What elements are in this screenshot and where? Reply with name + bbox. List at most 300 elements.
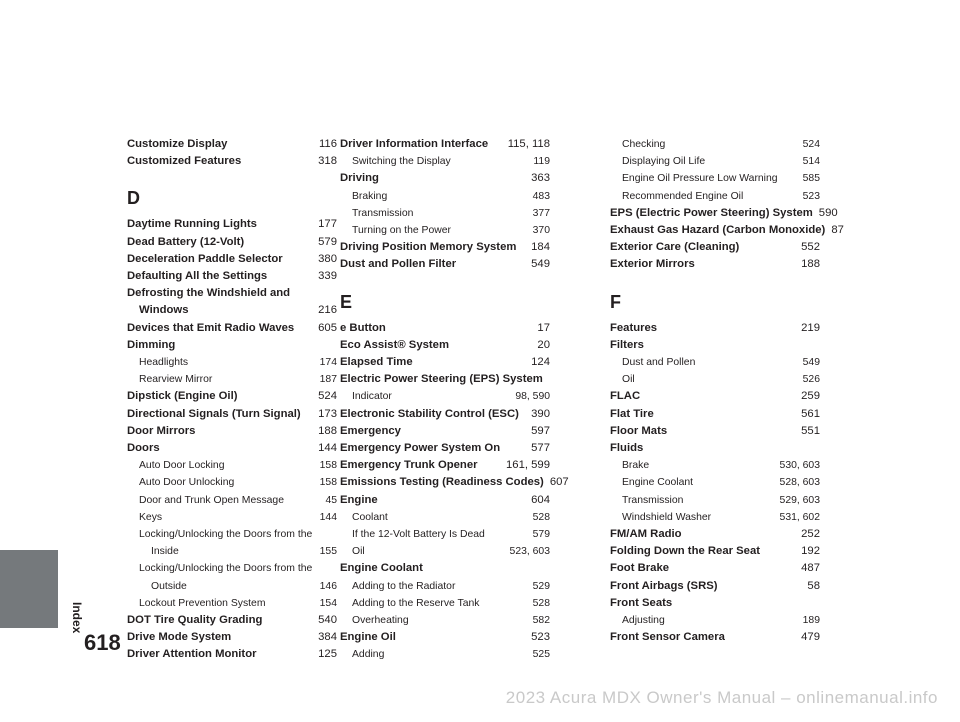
entry-term: Overheating	[352, 615, 409, 627]
index-entry[interactable]	[340, 595, 550, 612]
entry-page-ref[interactable]: 154	[319, 597, 337, 609]
dot-leader	[668, 138, 799, 148]
entry-page-ref[interactable]: 390	[531, 407, 550, 420]
dot-leader	[670, 425, 798, 435]
entry-page-ref[interactable]: 20	[537, 338, 550, 351]
entry-term: Front Seats	[610, 596, 673, 609]
index-entry[interactable]	[340, 371, 550, 388]
entry-term: Door Mirrors	[127, 424, 196, 437]
index-entry[interactable]	[610, 578, 820, 595]
index-side-tab	[0, 550, 58, 628]
entry-page-ref[interactable]: 561	[801, 407, 820, 420]
entry-page-ref[interactable]: 116	[318, 138, 337, 150]
dot-leader	[382, 172, 528, 182]
index-entry[interactable]	[610, 354, 820, 371]
entry-term: Daytime Running Lights	[127, 218, 257, 231]
entry-term: DOT Tire Quality Grading	[127, 614, 263, 627]
index-entry[interactable]	[127, 560, 337, 577]
dot-leader	[763, 545, 798, 555]
dot-leader	[191, 356, 317, 366]
entry-page-ref[interactable]: 124	[531, 356, 550, 369]
entry-term: Indicator	[352, 391, 392, 403]
entry-term: Customize Display	[127, 138, 228, 150]
entry-page-ref[interactable]: 115, 118	[507, 138, 550, 150]
entry-term: Checking	[622, 139, 666, 150]
entry-page-ref[interactable]: 377	[532, 207, 550, 219]
entry-page-ref[interactable]: 523, 603	[509, 546, 550, 558]
entry-term: Turning on the Power	[352, 225, 451, 237]
entry-page-ref[interactable]: 514	[802, 156, 820, 168]
index-entry[interactable]	[127, 153, 337, 170]
entry-page-ref[interactable]: 187	[319, 374, 337, 386]
entry-term: Eco Assist® System	[340, 338, 449, 351]
entry-term: Recommended Engine Oil	[622, 190, 744, 202]
entry-page-ref[interactable]: 174	[319, 357, 337, 369]
entry-page-ref[interactable]: 384	[318, 631, 337, 644]
dot-leader	[368, 545, 507, 555]
entry-term: Elapsed Time	[340, 356, 413, 369]
index-entry[interactable]	[610, 337, 820, 354]
index-entry[interactable]	[340, 205, 550, 222]
dot-leader	[268, 597, 316, 607]
entry-page-ref[interactable]: 155	[319, 546, 337, 558]
entry-term: Defrosting the Windshield and	[127, 287, 291, 300]
index-entry[interactable]	[610, 153, 820, 170]
index-entry[interactable]	[610, 423, 820, 440]
entry-page-ref[interactable]: 483	[532, 190, 550, 202]
entry-page-ref[interactable]: 549	[802, 357, 820, 369]
entry-page-ref[interactable]: 318	[318, 155, 337, 168]
entry-page-ref[interactable]: 540	[318, 614, 337, 627]
dot-leader	[260, 648, 316, 658]
index-entry[interactable]	[610, 388, 820, 405]
entry-term: Defaulting All the Settings	[127, 270, 268, 283]
entry-page-ref[interactable]: 526	[802, 374, 820, 386]
entry-page-ref[interactable]: 119	[533, 156, 550, 168]
index-entry[interactable]	[340, 388, 550, 405]
index-entry[interactable]	[127, 543, 337, 560]
entry-page-ref[interactable]: 479	[801, 631, 820, 644]
index-entry[interactable]	[610, 239, 820, 256]
entry-term: Dust and Pollen	[622, 357, 696, 369]
index-entry[interactable]	[340, 440, 550, 457]
index-entry[interactable]	[340, 612, 550, 629]
index-entry[interactable]	[340, 646, 550, 663]
entry-page-ref[interactable]: 380	[318, 252, 337, 265]
index-entry[interactable]	[127, 388, 337, 405]
index-entry[interactable]	[610, 371, 820, 388]
entry-page-ref[interactable]: 524	[318, 390, 337, 403]
index-entry[interactable]	[340, 629, 550, 646]
entry-page-ref[interactable]: 189	[802, 615, 820, 627]
entry-page-ref[interactable]: 216	[318, 304, 337, 317]
index-entry[interactable]	[340, 526, 550, 543]
index-entry[interactable]	[610, 612, 820, 629]
dot-leader	[416, 356, 529, 366]
index-entry[interactable]	[127, 371, 337, 388]
entry-term: Emergency	[340, 424, 401, 437]
dot-leader	[230, 138, 316, 148]
dot-leader	[459, 258, 528, 268]
entry-page-ref[interactable]: 523	[802, 190, 820, 202]
entry-term: Adding to the Reserve Tank	[352, 597, 480, 609]
index-entry[interactable]	[610, 440, 820, 457]
index-entry[interactable]	[127, 474, 337, 491]
entry-term: Displaying Oil Life	[622, 156, 706, 168]
entry-term: Fluids	[610, 442, 644, 455]
index-entry[interactable]	[127, 136, 337, 153]
dot-leader	[652, 459, 776, 469]
dot-leader	[503, 442, 528, 452]
entry-page-ref[interactable]: 531, 602	[779, 511, 820, 523]
entry-term: Drive Mode System	[127, 631, 232, 644]
entry-term: Transmission	[622, 494, 684, 506]
entry-term: Electric Power Steering (EPS) System	[340, 373, 543, 386]
entry-term: Adjusting	[622, 615, 665, 627]
index-entry[interactable]	[127, 216, 337, 233]
index-entry[interactable]	[340, 578, 550, 595]
index-entry[interactable]	[127, 406, 337, 423]
entry-page-ref[interactable]: 125	[318, 648, 337, 661]
page-number: 618	[84, 630, 121, 655]
entry-term: Rearview Mirror	[139, 374, 213, 386]
index-entry[interactable]	[340, 457, 550, 474]
entry-term: Locking/Unlocking the Doors from the	[139, 563, 313, 575]
dot-leader	[746, 190, 799, 200]
index-entry[interactable]	[340, 239, 550, 256]
dot-leader	[742, 241, 798, 251]
entry-page-ref[interactable]: 523	[531, 631, 550, 644]
index-entry[interactable]	[610, 509, 820, 526]
entry-page-ref[interactable]: 252	[801, 528, 820, 541]
index-entry[interactable]	[610, 205, 838, 222]
dot-leader	[412, 614, 530, 624]
entry-page-ref[interactable]: 530, 603	[779, 460, 820, 472]
dot-leader	[191, 304, 315, 314]
entry-page-ref[interactable]: 528	[532, 597, 550, 609]
dot-leader	[519, 241, 528, 251]
index-entry[interactable]	[127, 251, 337, 268]
entry-page-ref[interactable]: 173	[318, 407, 337, 420]
entry-page-ref[interactable]: 144	[319, 511, 337, 523]
index-entry[interactable]	[610, 222, 844, 239]
entry-term: Door and Trunk Open Message	[139, 494, 284, 506]
entry-page-ref[interactable]: 528	[532, 511, 550, 523]
entry-term: Adding to the Radiator	[352, 580, 456, 592]
entry-term: e Button	[340, 321, 386, 334]
entry-page-ref[interactable]: 525	[532, 649, 550, 661]
index-entry[interactable]	[340, 188, 550, 205]
index-entry[interactable]	[610, 136, 820, 153]
dot-leader	[286, 253, 315, 263]
dot-leader	[685, 528, 799, 538]
index-entry[interactable]	[610, 543, 820, 560]
index-entry[interactable]	[127, 457, 337, 474]
entry-term: Flat Tire	[610, 407, 654, 420]
entry-term: Emergency Power System On	[340, 442, 501, 455]
entry-term: Front Airbags (SRS)	[610, 579, 718, 592]
entry-term: Deceleration Paddle Selector	[127, 252, 283, 265]
dot-leader	[227, 459, 316, 469]
entry-term: Features	[610, 321, 658, 334]
entry-term: Electronic Stability Control (ESC)	[340, 407, 519, 420]
index-entry[interactable]	[610, 256, 820, 273]
dot-leader	[389, 322, 535, 332]
dot-leader	[387, 648, 529, 658]
dot-leader	[265, 614, 315, 624]
dot-leader	[643, 390, 798, 400]
entry-page-ref[interactable]: 604	[531, 493, 550, 506]
dot-leader	[638, 373, 800, 383]
index-column-3	[610, 136, 844, 646]
entry-page-ref[interactable]: 607	[549, 476, 569, 489]
index-entry[interactable]	[340, 256, 550, 273]
entry-page-ref[interactable]: 579	[318, 235, 337, 248]
entry-page-ref[interactable]: 529, 603	[779, 494, 820, 506]
entry-term: Windows	[139, 304, 189, 317]
entry-term: Doors	[127, 442, 160, 455]
entry-term: Auto Door Locking	[139, 460, 225, 472]
index-entry[interactable]	[610, 320, 820, 337]
entry-page-ref[interactable]: 192	[801, 545, 820, 558]
entry-page-ref[interactable]: 585	[802, 173, 820, 185]
entry-term: If the 12-Volt Battery Is Dead	[352, 529, 485, 541]
entry-term: Dead Battery (12-Volt)	[127, 235, 245, 248]
entry-page-ref[interactable]: 219	[801, 321, 820, 334]
index-entry[interactable]	[127, 612, 337, 629]
dot-leader	[399, 631, 528, 641]
entry-page-ref[interactable]: 487	[801, 562, 820, 575]
dot-leader	[190, 580, 317, 590]
dot-leader	[728, 631, 798, 641]
index-entry[interactable]	[127, 526, 337, 543]
entry-page-ref[interactable]: 579	[532, 529, 550, 541]
index-entry[interactable]	[610, 595, 820, 612]
dot-leader	[390, 190, 529, 200]
entry-page-ref[interactable]: 188	[318, 424, 337, 437]
entry-page-ref[interactable]: 577	[531, 442, 550, 455]
entry-term: Auto Door Unlocking	[139, 477, 235, 489]
entry-page-ref[interactable]: 98, 590	[515, 391, 550, 403]
entry-term: Folding Down the Rear Seat	[610, 545, 761, 558]
section-letter: E	[340, 291, 353, 312]
index-entry[interactable]	[340, 406, 550, 423]
index-entry[interactable]	[127, 320, 337, 337]
dot-leader	[270, 270, 315, 280]
entry-term: EPS (Electric Power Steering) System	[610, 206, 813, 219]
dot-leader	[240, 390, 315, 400]
entry-term: Driving	[340, 172, 379, 185]
entry-term: Dust and Pollen Filter	[340, 258, 457, 271]
dot-leader	[381, 494, 528, 504]
dot-leader	[237, 476, 316, 486]
index-entry[interactable]	[127, 595, 337, 612]
index-entry[interactable]	[127, 509, 337, 526]
dot-leader	[686, 494, 776, 504]
index-entry[interactable]	[127, 423, 337, 440]
entry-page-ref[interactable]: 259	[801, 390, 820, 403]
entry-page-ref[interactable]: 146	[319, 580, 337, 592]
entry-page-ref[interactable]: 87	[831, 224, 844, 237]
entry-page-ref[interactable]: 188	[801, 258, 820, 271]
entry-term: Switching the Display	[352, 156, 451, 168]
entry-page-ref[interactable]: 529	[532, 580, 550, 592]
watermark: 2023 Acura MDX Owner's Manual – onlinemanual.info	[505, 688, 938, 707]
section-letter: D	[127, 188, 140, 209]
entry-term: Windshield Washer	[622, 511, 712, 523]
entry-term: FM/AM Radio	[610, 528, 682, 541]
dot-leader	[297, 322, 315, 332]
entry-term: Filters	[610, 338, 644, 351]
entry-term: Customized Features	[127, 155, 242, 168]
dot-leader	[452, 339, 534, 349]
entry-page-ref[interactable]: 552	[801, 241, 820, 254]
dot-leader	[454, 155, 531, 165]
index-entry[interactable]	[340, 560, 550, 577]
dot-leader	[395, 390, 512, 400]
entry-page-ref[interactable]: 370	[532, 225, 550, 237]
entry-term: Oil	[622, 374, 635, 386]
index-entry[interactable]	[610, 188, 820, 205]
dot-leader	[698, 356, 799, 366]
dot-leader	[522, 408, 528, 418]
index-entry[interactable]	[127, 629, 337, 646]
dot-leader	[244, 155, 315, 165]
index-entry[interactable]	[127, 440, 337, 457]
index-column-1	[127, 136, 337, 664]
entry-term: Engine Oil	[340, 631, 396, 644]
entry-term: Headlights	[139, 357, 189, 369]
entry-term: Driver Information Interface	[340, 138, 489, 150]
section-letter: F	[610, 291, 621, 312]
entry-page-ref[interactable]: 605	[318, 321, 337, 334]
entry-term: Exterior Care (Cleaning)	[610, 241, 740, 254]
index-entry[interactable]	[610, 406, 820, 423]
dot-leader	[491, 138, 505, 148]
entry-page-ref[interactable]: 582	[532, 615, 550, 627]
entry-page-ref[interactable]: 58	[807, 579, 820, 592]
index-entry[interactable]	[340, 492, 550, 509]
entry-term: Exhaust Gas Hazard (Carbon Monoxide)	[610, 224, 826, 237]
entry-page-ref[interactable]: 590	[818, 206, 838, 219]
entry-page-ref[interactable]: 528, 603	[779, 477, 820, 489]
entry-page-ref[interactable]: 144	[318, 442, 337, 455]
index-entry[interactable]	[340, 222, 550, 239]
index-entry[interactable]	[610, 170, 820, 187]
entry-term: Front Sensor Camera	[610, 631, 725, 644]
entry-term: Outside	[151, 580, 187, 592]
entry-term: Engine Coolant	[622, 477, 694, 489]
index-entry[interactable]	[127, 302, 337, 319]
index-entry[interactable]	[610, 629, 820, 646]
index-entry[interactable]	[340, 354, 550, 371]
entry-page-ref[interactable]: 161, 599	[506, 459, 550, 472]
entry-term: Directional Signals (Turn Signal)	[127, 407, 301, 420]
entry-page-ref[interactable]: 524	[802, 139, 820, 150]
entry-page-ref[interactable]: 158	[319, 477, 337, 489]
dot-leader	[781, 172, 800, 182]
index-entry[interactable]	[340, 337, 550, 354]
index-entry[interactable]	[340, 509, 550, 526]
index-entry[interactable]	[127, 578, 337, 595]
entry-term: Braking	[352, 190, 388, 202]
dot-leader	[488, 528, 530, 538]
index-entry[interactable]	[340, 136, 550, 153]
index-entry[interactable]	[127, 354, 337, 371]
entry-term: Emissions Testing (Readiness Codes)	[340, 476, 544, 489]
index-entry[interactable]	[610, 560, 820, 577]
entry-term: Engine	[340, 493, 378, 506]
index-entry[interactable]	[340, 320, 550, 337]
dot-leader	[391, 511, 530, 521]
index-entry[interactable]	[127, 492, 337, 509]
index-entry[interactable]	[340, 543, 550, 560]
entry-term: Driving Position Memory System	[340, 241, 517, 254]
entry-page-ref[interactable]: 17	[537, 321, 550, 334]
entry-page-ref[interactable]: 363	[531, 172, 550, 185]
index-entry[interactable]	[127, 285, 337, 302]
entry-page-ref[interactable]: 339	[318, 270, 337, 283]
index-entry[interactable]	[127, 268, 337, 285]
entry-term: Engine Coolant	[340, 562, 423, 575]
entry-term: Emergency Trunk Opener	[340, 459, 478, 472]
dot-leader	[182, 545, 317, 555]
entry-page-ref[interactable]: 158	[319, 460, 337, 472]
entry-term: Inside	[151, 546, 179, 558]
dot-leader	[404, 425, 528, 435]
entry-term: Keys	[139, 511, 163, 523]
index-entry[interactable]	[610, 457, 820, 474]
dot-leader	[215, 373, 316, 383]
entry-page-ref[interactable]: 551	[801, 424, 820, 437]
entry-term: Coolant	[352, 511, 388, 523]
index-entry[interactable]	[340, 153, 550, 170]
dot-leader	[416, 207, 529, 217]
entry-term: FLAC	[610, 390, 641, 403]
side-tab-label: Index	[70, 602, 84, 634]
dot-leader	[482, 597, 529, 607]
dot-leader	[304, 408, 315, 418]
index-entry[interactable]	[610, 474, 820, 491]
dot-leader	[458, 580, 529, 590]
index-entry[interactable]	[127, 337, 337, 354]
index-entry[interactable]	[127, 646, 337, 663]
entry-page-ref[interactable]: 45	[325, 494, 337, 506]
entry-term: Exterior Mirrors	[610, 258, 695, 271]
dot-leader	[260, 218, 315, 228]
dot-leader	[721, 580, 805, 590]
dot-leader	[163, 442, 316, 452]
index-entry[interactable]	[610, 526, 820, 543]
index-entry[interactable]	[340, 423, 550, 440]
entry-term: Brake	[622, 460, 650, 472]
index-entry[interactable]	[610, 492, 820, 509]
entry-page-ref[interactable]: 184	[531, 241, 550, 254]
dot-leader	[660, 322, 798, 332]
index-entry[interactable]	[340, 170, 550, 187]
entry-page-ref[interactable]: 177	[318, 218, 337, 231]
dot-leader	[672, 562, 798, 572]
entry-term: Transmission	[352, 207, 414, 219]
entry-term: Lockout Prevention System	[139, 597, 266, 609]
index-entry[interactable]	[340, 474, 569, 491]
entry-term: Devices that Emit Radio Waves	[127, 321, 295, 334]
index-entry[interactable]	[127, 234, 337, 251]
entry-term: Locking/Unlocking the Doors from the	[139, 529, 313, 541]
dot-leader	[287, 494, 322, 504]
entry-page-ref[interactable]: 597	[531, 424, 550, 437]
entry-page-ref[interactable]: 549	[531, 258, 550, 271]
